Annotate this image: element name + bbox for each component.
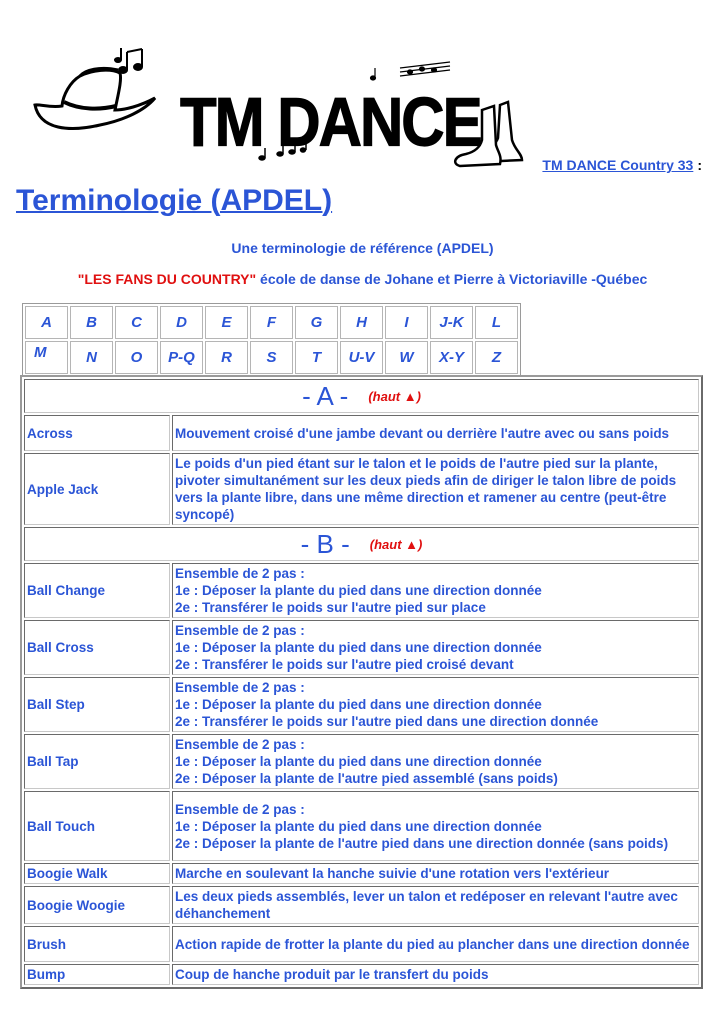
term-name: Bump xyxy=(24,964,170,985)
definition-line: 1e : Déposer la plante du pied dans une direction donnée xyxy=(175,754,542,769)
section-header-a xyxy=(24,379,699,413)
letter-link-n[interactable]: N xyxy=(70,341,113,374)
term-definition xyxy=(172,734,699,789)
definition-line: 2e : Déposer la plante de l'autre pied assemblé (sans poids) xyxy=(175,771,558,786)
school-description: école de danse de Johane et Pierre à Victoriaville -Québec xyxy=(256,271,648,287)
definition-line: 2e : Transférer le poids sur l'autre pied croisé devant xyxy=(175,657,514,672)
term-name: Boogie Woogie xyxy=(24,886,170,924)
page-title: Terminologie (APDEL) xyxy=(16,184,333,217)
definition-line: 1e : Déposer la plante du pied dans une direction donnée xyxy=(175,583,542,598)
table-row xyxy=(24,677,699,732)
music-staff-icon xyxy=(371,62,451,80)
definition-line: Ensemble de 2 pas : xyxy=(175,566,305,581)
back-to-top-link-a[interactable]: (haut ▲) xyxy=(368,388,421,404)
table-row xyxy=(24,926,699,962)
term-definition: Les deux pieds assemblés, lever un talon et redéposer en relevant l'autre avec déhanchement xyxy=(172,886,699,924)
letter-link-t[interactable]: T xyxy=(295,341,338,374)
section-letter-a: - A - xyxy=(302,380,349,411)
term-definition: Mouvement croisé d'une jambe devant ou derrière l'autre avec ou sans poids xyxy=(172,415,699,451)
back-to-top-link-b[interactable]: (haut ▲) xyxy=(369,536,423,552)
letter-link-j-k[interactable]: J-K xyxy=(430,306,473,339)
table-row xyxy=(24,415,699,451)
section-letter-b: - B - xyxy=(300,528,350,559)
letter-link-b[interactable]: B xyxy=(70,306,113,339)
table-row xyxy=(24,886,699,924)
term-name: Ball Tap xyxy=(24,734,170,789)
definition-line: 2e : Déposer la plante de l'autre pied dans une direction donnée (sans poids) xyxy=(175,835,669,851)
table-row xyxy=(24,863,699,884)
school-name: "LES FANS DU COUNTRY" xyxy=(77,271,257,287)
letter-link-a[interactable]: A xyxy=(25,306,68,339)
letter-link-m[interactable]: M xyxy=(25,341,68,374)
colon: : xyxy=(697,157,702,173)
subtitle: Une terminologie de référence (APDEL) xyxy=(231,240,494,256)
letter-link-o[interactable]: O xyxy=(115,341,158,374)
letter-link-i[interactable]: I xyxy=(385,306,428,339)
letter-link-l[interactable]: L xyxy=(475,306,518,339)
alphabet-index xyxy=(22,303,521,377)
logo-text: TM DANCE xyxy=(180,83,481,161)
letter-link-s[interactable]: S xyxy=(250,341,293,374)
definition-line: 1e : Déposer la plante du pied dans une direction donnée xyxy=(175,697,542,712)
definition-line: 2e : Transférer le poids sur l'autre pied dans une direction donnée xyxy=(175,714,599,729)
letter-link-u-v[interactable]: U-V xyxy=(340,341,383,374)
term-definition xyxy=(172,677,699,732)
term-name: Ball Step xyxy=(24,677,170,732)
definition-line: 1e : Déposer la plante du pied dans une direction donnée xyxy=(175,640,542,655)
club-link[interactable]: TM DANCE Country 33 xyxy=(542,157,694,173)
definition-line: 1e : Déposer la plante du pied dans une direction donnée xyxy=(175,818,542,834)
table-row xyxy=(24,734,699,789)
term-definition xyxy=(172,563,699,618)
letter-link-g[interactable]: G xyxy=(295,306,338,339)
definition-line: Ensemble de 2 pas : xyxy=(175,680,305,695)
section-header-b xyxy=(24,527,699,561)
term-name: Ball Touch xyxy=(24,791,170,861)
alphabet-row-1 xyxy=(25,306,518,339)
letter-link-x-y[interactable]: X-Y xyxy=(430,341,473,374)
letter-link-z[interactable]: Z xyxy=(475,341,518,374)
term-name: Brush xyxy=(24,926,170,962)
tm-dance-logo xyxy=(30,40,530,170)
club-link-line xyxy=(542,157,702,173)
cowboy-hat-icon xyxy=(35,68,155,128)
letter-link-w[interactable]: W xyxy=(385,341,428,374)
letter-link-e[interactable]: E xyxy=(205,306,248,339)
term-name: Boogie Walk xyxy=(24,863,170,884)
term-definition: Marche en soulevant la hanche suivie d'une rotation vers l'extérieur xyxy=(172,863,699,884)
term-name: Ball Change xyxy=(24,563,170,618)
table-row xyxy=(24,964,699,985)
term-name: Apple Jack xyxy=(24,453,170,525)
definition-line: Ensemble de 2 pas : xyxy=(175,801,305,817)
alphabet-row-2 xyxy=(25,341,518,374)
definition-line: 2e : Transférer le poids sur l'autre pied sur place xyxy=(175,600,486,615)
term-name: Ball Cross xyxy=(24,620,170,675)
term-definition: Coup de hanche produit par le transfert du poids xyxy=(172,964,699,985)
letter-link-p-q[interactable]: P-Q xyxy=(160,341,203,374)
definition-line: Ensemble de 2 pas : xyxy=(175,623,305,638)
table-row xyxy=(24,563,699,618)
letter-link-h[interactable]: H xyxy=(340,306,383,339)
table-row xyxy=(24,453,699,525)
letter-link-r[interactable]: R xyxy=(205,341,248,374)
terminology-table xyxy=(20,375,703,989)
school-line xyxy=(0,271,725,287)
letter-link-f[interactable]: F xyxy=(250,306,293,339)
term-definition: Action rapide de frotter la plante du pied au plancher dans une direction donnée xyxy=(172,926,699,962)
term-name: Across xyxy=(24,415,170,451)
definition-line: Ensemble de 2 pas : xyxy=(175,737,305,752)
term-definition xyxy=(172,620,699,675)
letter-link-d[interactable]: D xyxy=(160,306,203,339)
term-definition xyxy=(172,791,699,861)
term-definition: Le poids d'un pied étant sur le talon et le poids de l'autre pied sur la plante, pivoter simultanément sur les deux pieds afin de diriger le talon libre de poids vers la plante libre, dans une même direction et ramener au centre (peut-être syncopé) xyxy=(172,453,699,525)
table-row xyxy=(24,791,699,861)
letter-link-c[interactable]: C xyxy=(115,306,158,339)
table-row xyxy=(24,620,699,675)
music-notes-icon xyxy=(115,48,142,73)
